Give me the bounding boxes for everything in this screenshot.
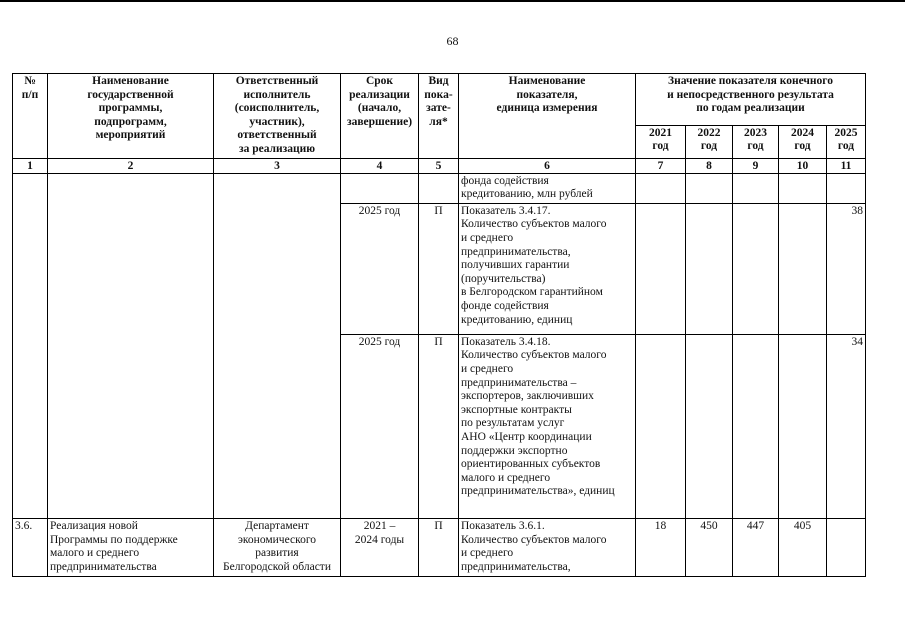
cell-value: [827, 173, 866, 203]
cell-indicator-line: экспортные контракты: [461, 403, 572, 416]
header-type-line: ля*: [429, 115, 448, 128]
header-indicator: [459, 74, 636, 159]
cell-indicator-line: Количество субъектов малого: [461, 533, 607, 546]
cell-indicator-line: экспортеров, заключивших: [461, 390, 594, 403]
header-year-line: год: [652, 140, 669, 153]
cell-value: [779, 203, 827, 334]
cell-executor-line: экономического: [237, 533, 317, 546]
cell-period-line: 2021 –: [363, 520, 396, 533]
header-indicator-line: показателя,: [516, 88, 578, 101]
cell-num: [13, 203, 48, 334]
cell-executor: [214, 203, 341, 334]
cell-program: [48, 519, 214, 577]
header-program-line: государственной: [87, 88, 174, 101]
cell-indicator-line: малого и среднего: [461, 471, 551, 484]
header-executor-line: (соисполнитель,: [234, 102, 320, 115]
column-number: 8: [686, 158, 733, 173]
cell-value: [733, 334, 779, 519]
cell-program-line: Программы по поддержке: [50, 533, 178, 546]
header-executor: [214, 74, 341, 159]
cell-indicator-line: и среднего: [461, 547, 514, 560]
cell-value: [779, 334, 827, 519]
column-number: 6: [459, 158, 636, 173]
cell-indicator: [459, 203, 636, 334]
top-border-line: [0, 0, 905, 2]
header-indicator-line: Наименование: [508, 75, 586, 87]
cell-value: [686, 173, 733, 203]
cell-period-line: 2024 годы: [354, 533, 405, 546]
cell-indicator-line: предпринимательства –: [461, 376, 577, 389]
cell-indicator-line: предпринимательства,: [461, 561, 571, 574]
header-year: [779, 125, 827, 158]
cell-indicator-line: Показатель 3.4.18.: [461, 335, 551, 348]
cell-value: [636, 203, 686, 334]
cell-indicator-line: поддержки экспортно: [461, 444, 568, 457]
header-values-group: [636, 74, 866, 126]
header-indicator-line: единица измерения: [496, 102, 598, 115]
cell-indicator-line: и среднего: [461, 231, 514, 244]
header-year: [686, 125, 733, 158]
column-numbers-row: [13, 158, 866, 173]
cell-indicator-line: по результатам услуг: [461, 417, 565, 430]
column-number: 2: [48, 158, 214, 173]
cell-value: 405: [779, 519, 827, 577]
cell-indicator-line: фонда содействия: [461, 174, 549, 187]
cell-executor-line: Белгородской области: [223, 561, 331, 574]
header-year-line: год: [700, 140, 718, 153]
cell-num: [13, 173, 48, 203]
header-year: [733, 125, 779, 158]
header-period: [341, 74, 419, 159]
cell-value: 34: [827, 334, 866, 519]
header-year-line: 2023: [744, 126, 767, 139]
header-num: [13, 74, 48, 159]
cell-indicator-line: (поручительства): [461, 272, 546, 285]
header-executor-line: участник),: [249, 115, 305, 128]
cell-indicator-line: предпринимательства,: [461, 245, 571, 258]
cell-executor: [214, 334, 341, 519]
cell-indicator: [459, 334, 636, 519]
page-number: 68: [446, 34, 459, 48]
cell-type: П: [419, 519, 459, 577]
cell-program-line: Реализация новой: [50, 520, 138, 533]
cell-value: [733, 173, 779, 203]
header-year-line: 2021: [649, 126, 672, 139]
cell-indicator-line: Количество субъектов малого: [461, 349, 607, 362]
header-type-line: зате-: [426, 102, 451, 115]
cell-indicator-line: АНО «Центр координации: [461, 430, 592, 443]
cell-indicator-line: получивших гарантии: [461, 259, 570, 272]
table-row: [13, 173, 866, 203]
header-program-line: Наименование: [92, 75, 169, 87]
cell-value: [686, 334, 733, 519]
cell-indicator-line: Показатель 3.4.17.: [461, 204, 551, 217]
cell-executor-line: Департамент: [245, 520, 309, 533]
cell-num: 3.6.: [13, 519, 48, 577]
header-values-group-line: Значение показателя конечного: [668, 75, 833, 87]
cell-num: [13, 334, 48, 519]
header-program-line: подпрограмм,: [94, 115, 167, 128]
header-executor-line: за реализацию: [238, 142, 316, 155]
column-number: 7: [636, 158, 686, 173]
cell-value: [686, 203, 733, 334]
cell-indicator-line: предпринимательства», единиц: [461, 485, 615, 498]
column-number: 9: [733, 158, 779, 173]
cell-indicator: [459, 519, 636, 577]
cell-type: П: [419, 203, 459, 334]
header-period-line: реализации: [349, 88, 410, 101]
cell-executor: [214, 519, 341, 577]
cell-indicator-line: Показатель 3.6.1.: [461, 520, 545, 533]
header-values-group-line: и непосредственного результата: [667, 88, 834, 101]
header-executor-line: исполнитель: [243, 88, 311, 101]
cell-value: [733, 203, 779, 334]
column-number: 3: [214, 158, 341, 173]
header-program-line: программы,: [98, 102, 163, 115]
cell-executor: [214, 173, 341, 203]
indicators-table: [12, 73, 866, 577]
header-year-line: 2025: [834, 126, 858, 139]
table-row: [13, 334, 866, 519]
header-executor-line: ответственный: [237, 129, 317, 142]
header-year-line: 2024: [791, 126, 814, 139]
cell-executor-line: развития: [255, 547, 299, 560]
header-num-line: п/п: [21, 88, 39, 101]
cell-indicator-line: ориентированных субъектов: [461, 458, 601, 471]
cell-type: П: [419, 334, 459, 519]
header-values-group-line: по годам реализации: [696, 102, 805, 115]
header-year-line: год: [794, 140, 811, 153]
cell-period: [341, 519, 419, 577]
cell-indicator-line: кредитованию, млн рублей: [461, 188, 593, 201]
table-row: [13, 203, 866, 334]
cell-program: [48, 203, 214, 334]
header-year: [827, 125, 866, 158]
cell-indicator-line: фонде содействия: [461, 299, 549, 312]
cell-value: [779, 173, 827, 203]
header-type-line: пока-: [424, 88, 453, 101]
header-period-line: Срок: [365, 75, 394, 87]
column-number: 5: [419, 158, 459, 173]
column-number: 4: [341, 158, 419, 173]
header-executor-line: Ответственный: [235, 75, 319, 87]
header-year-line: год: [837, 140, 855, 153]
header-year-line: 2022: [697, 126, 721, 139]
cell-value: [636, 334, 686, 519]
column-number: 11: [827, 158, 866, 173]
header-row: [13, 74, 866, 126]
column-number: 1: [13, 158, 48, 173]
header-program: [48, 74, 214, 159]
header-program-line: мероприятий: [95, 129, 166, 142]
header-year-line: год: [747, 140, 764, 153]
header-period-line: завершение): [346, 115, 413, 128]
cell-indicator-line: и среднего: [461, 362, 514, 375]
cell-type: [419, 173, 459, 203]
cell-value: 450: [686, 519, 733, 577]
cell-value: [827, 519, 866, 577]
cell-indicator-line: Количество субъектов малого: [461, 218, 607, 231]
cell-period: 2025 год: [341, 203, 419, 334]
cell-value: 38: [827, 203, 866, 334]
column-number: 10: [779, 158, 827, 173]
cell-value: [636, 173, 686, 203]
header-period-line: (начало,: [357, 102, 402, 115]
header-year: [636, 125, 686, 158]
cell-period: 2025 год: [341, 334, 419, 519]
cell-program: [48, 334, 214, 519]
cell-value: 447: [733, 519, 779, 577]
cell-program: [48, 173, 214, 203]
cell-period: [341, 173, 419, 203]
table-row: [13, 519, 866, 577]
cell-indicator-line: кредитованию, единиц: [461, 313, 573, 326]
cell-indicator-line: в Белгородском гарантийном: [461, 286, 603, 299]
cell-value: 18: [636, 519, 686, 577]
header-type: [419, 74, 459, 159]
header-type-line: Вид: [428, 75, 449, 87]
cell-program-line: предпринимательства: [50, 561, 157, 574]
cell-program-line: малого и среднего: [50, 547, 140, 560]
header-num-line: №: [24, 75, 36, 87]
cell-indicator: [459, 173, 636, 203]
